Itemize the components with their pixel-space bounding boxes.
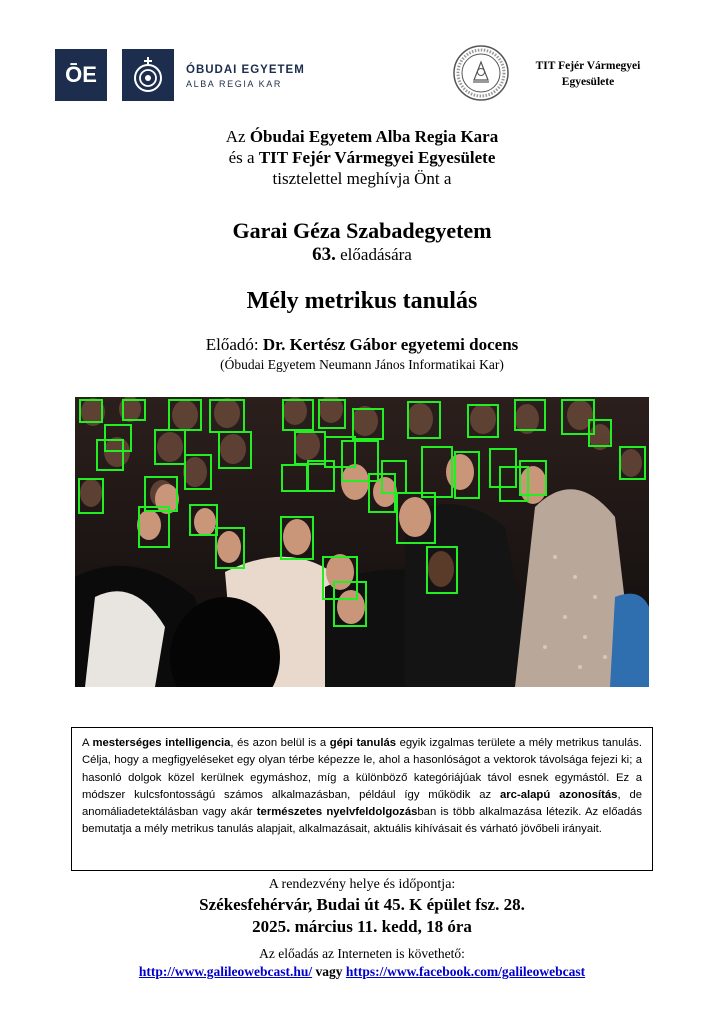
lecture-number (0, 244, 724, 266)
abstract-bold-4: természetes nyelvfeldolgozás (256, 806, 418, 819)
invitation-line1 (0, 126, 724, 147)
lecture-number-value: 63. (312, 244, 336, 265)
event-datetime: 2025. március 11. kedd, 18 óra (252, 917, 472, 936)
invitation-line3: tisztelettel meghívja Önt a (272, 169, 452, 188)
series-block (0, 218, 724, 266)
header (0, 0, 724, 110)
university-name-main: ÓBUDAI EGYETEM (186, 64, 305, 76)
university-name (186, 64, 305, 89)
face-detection-photo (75, 397, 649, 687)
speaker-name: Dr. Kertész Gábor egyetemi docens (262, 335, 519, 354)
lecture-number-suffix: előadására (335, 245, 412, 264)
abstract-bold-3: arc-alapú azonosítás (500, 788, 618, 801)
obuda-university-logo (55, 49, 107, 101)
venue-label: A rendezvény helye és időpontja: (268, 877, 456, 892)
abstract-bold-2: gépi tanulás (329, 737, 397, 749)
tit-name-line2: Egyesülete (561, 76, 615, 88)
invitation-line2-bold: TIT Fejér Vármegyei Egyesülete (258, 148, 496, 167)
abstract-text-4: , de anomáliadetektálásban vagy akár (82, 788, 643, 819)
tit-name (528, 58, 648, 90)
series-name: Garai Géza Szabadegyetem (232, 218, 492, 243)
tit-name-line1: TIT Fejér Vármegyei (535, 60, 641, 72)
invitation-line2-pre: és a (228, 148, 259, 167)
speaker-line (0, 335, 724, 355)
abstract-text-5: ban is több alkalmazása létezik. Az előadás bemutatja a mély metrikus tanulás alapjait, alkalmazásait, aktuális kihívásait és várható jövőbeli irányait. (82, 806, 642, 836)
speaker-label: Előadó: (205, 335, 263, 354)
abstract-bold-1: mesterséges intelligencia (92, 737, 231, 749)
invitation-line1-pre: Az (225, 127, 250, 146)
tit-seal-icon (452, 44, 510, 102)
lecture-title: Mély metrikus tanulás (246, 288, 478, 314)
event-info (0, 876, 724, 981)
galileowebcast-link[interactable]: http://www.galileowebcast.hu/ (138, 964, 313, 979)
abstract-text-2: , és azon belül is a (230, 737, 330, 749)
abstract-text-3: egyik izgalmas területe a mély metrikus tanulás. Célja, hogy a megfigyeléseket egy olyan térbe képezze le, ahol a hasonlóságot a vektorok távolsága fejezi ki; a hasonló dolgok közel kerülnek egymáshoz, míg a különböző kategóriájúak távol esnek egymástól. Ez a módszer kulcsfontosságú számos alkalmazásban, például így működik az (82, 737, 642, 801)
alba-regia-crest-icon (122, 49, 174, 101)
invitation-text (0, 126, 724, 189)
invitation-line2 (0, 147, 724, 168)
link-separator: vagy (312, 964, 346, 979)
online-label: Az előadás az Interneten is követhető: (259, 946, 465, 961)
invitation-line1-bold: Óbudai Egyetem Alba Regia Kara (249, 127, 499, 146)
stream-links (0, 963, 724, 981)
facebook-link[interactable]: https://www.facebook.com/galileowebcast (345, 964, 586, 979)
abstract-text-1: A (82, 737, 93, 749)
oe-logo-text: ŌE (65, 62, 97, 87)
venue: Székesfehérvár, Budai út 45. K épület fsz. 28. (199, 895, 525, 914)
speaker-affiliation: (Óbudai Egyetem Neumann János Informatikai Kar) (220, 357, 504, 372)
faculty-name: ALBA REGIA KAR (186, 79, 282, 89)
abstract-box (71, 727, 653, 871)
